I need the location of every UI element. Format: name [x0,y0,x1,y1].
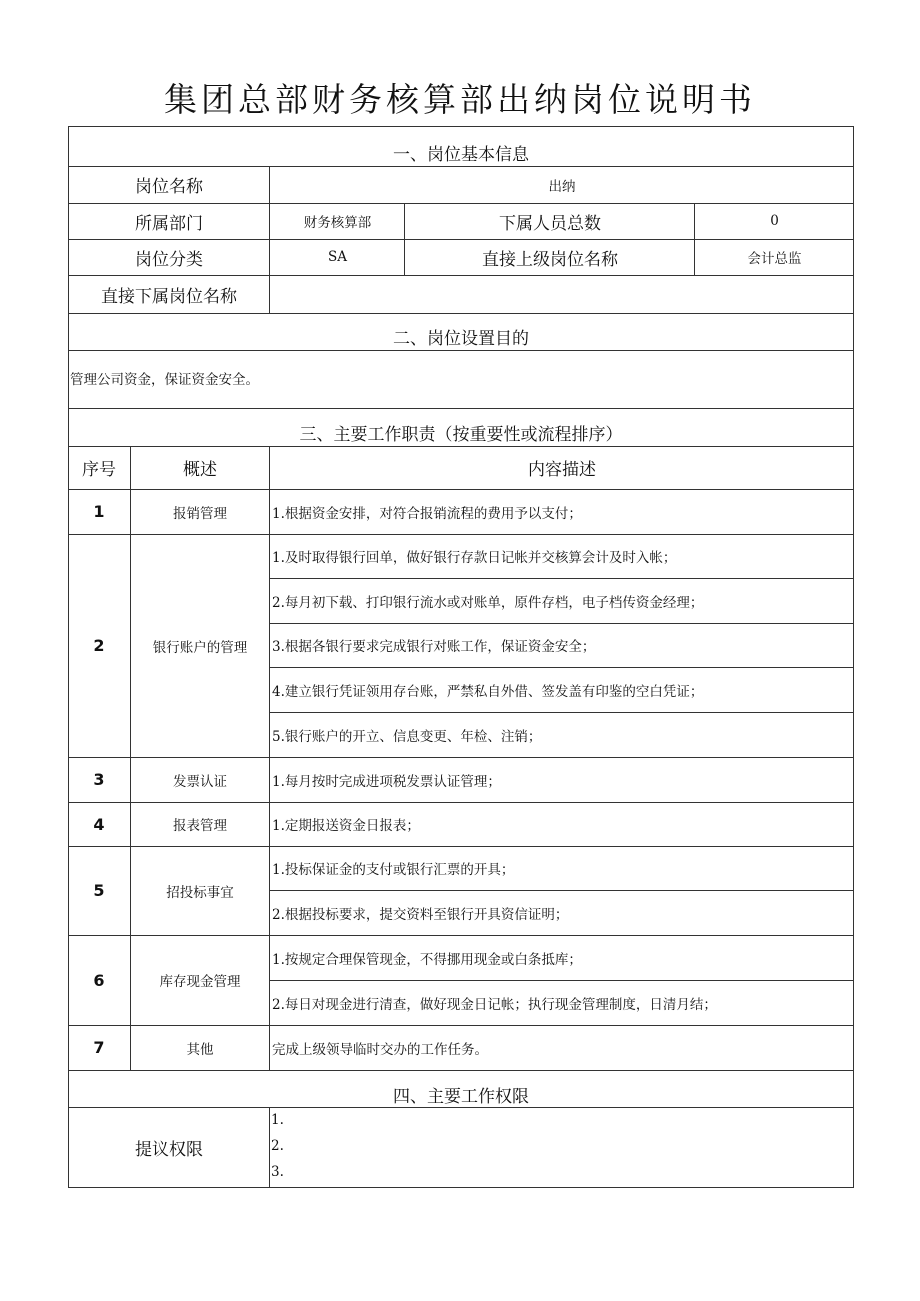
section-basic-info [68,138,854,166]
duty-number: 7 [93,1038,105,1057]
subordinates-value: 0 [770,213,779,229]
proposal-label: 提议权限 [135,1140,203,1160]
duty-row [68,1025,854,1070]
job-name-value: 出纳 [548,178,576,195]
duty-summary: 银行账户的管理 [152,639,248,656]
duty-item: 2.每月初下载、打印银行流水或对账单，原件存档，电子档传资金经理； [272,594,704,611]
col-no-header: 序号 [82,460,116,480]
proposal-item: 1. [271,1112,284,1128]
duty-item: 1.按规定合理保管现金，不得挪用现金或白条抵库； [272,951,582,968]
duty-summary: 库存现金管理 [159,974,241,990]
duty-summary: 招投标事宜 [166,884,234,901]
purpose-row [68,364,854,392]
duty-item: 1.投标保证金的支付或银行汇票的开具； [272,862,515,878]
duty-number: 5 [93,881,105,900]
duty-summary: 报销管理 [173,505,227,522]
row-category [68,239,854,275]
proposal-item: 2. [271,1138,284,1154]
category-label: 岗位分类 [135,249,203,270]
duty-item: 1.每月按时完成进项税发票认证管理； [272,773,501,790]
duty-row [68,489,854,534]
duty-item: 2.每日对现金进行清查，做好现金日记帐；执行现金管理制度，日清月结； [272,996,717,1013]
section-authority [68,1080,854,1108]
duty-number: 6 [93,970,105,990]
duty-row [68,757,854,802]
duty-item: 3.根据各银行要求完成银行对账工作，保证资金安全； [272,639,596,655]
section-heading: 一、岗位基本信息 [393,144,529,165]
duty-item: 1.定期报送资金日报表； [272,818,420,834]
duty-number: 3 [93,770,105,789]
document-title: 集团总部财务核算部出纳岗位说明书 [164,80,756,119]
subordinates-label: 下属人员总数 [499,213,601,234]
col-desc-header: 内容描述 [528,460,596,480]
col-summary-header: 概述 [183,460,217,480]
superior-value: 会计总监 [747,251,802,267]
duty-item: 5.银行账户的开立、信息变更、年检、注销； [272,728,542,745]
row-sub-position [68,275,854,313]
superior-label: 直接上级岗位名称 [482,249,618,270]
section-duties [68,418,854,446]
proposal-list [271,1107,854,1188]
duty-summary: 报表管理 [173,818,227,834]
row-job-name [68,166,854,203]
category-value: SA [328,249,347,265]
duty-number: 2 [93,636,105,655]
duty-row [68,802,854,846]
proposal-row [68,1107,854,1188]
row-department [68,203,854,239]
sub-position-value [270,275,854,313]
duty-number: 1 [93,502,105,521]
duty-number: 4 [93,814,105,834]
duty-item: 4.建立银行凭证领用存台账，严禁私自外借、签发盖有印鉴的空白凭证； [272,683,704,700]
purpose-text: 管理公司资金，保证资金安全。 [70,372,259,388]
sub-position-label: 直接下属岗位名称 [101,286,237,307]
duties-header [68,446,854,489]
department-label: 所属部门 [135,213,203,234]
job-name-label: 岗位名称 [135,177,203,197]
duty-item: 完成上级领导临时交办的工作任务。 [272,1041,488,1058]
proposal-item: 3. [271,1164,284,1180]
section-heading: 二、岗位设置目的 [393,328,529,349]
section-purpose [68,322,854,350]
duty-item: 2.根据投标要求，提交资料至银行开具资信证明； [272,906,569,923]
duty-item: 1.根据资金安排，对符合报销流程的费用予以支付； [272,505,582,522]
duty-summary: 发票认证 [173,773,227,790]
duty-item: 1.及时取得银行回单，做好银行存款日记帐并交核算会计及时入帐； [272,550,677,566]
duty-summary: 其他 [186,1041,214,1058]
section-heading: 三、主要工作职责（按重要性或流程排序） [299,424,623,445]
section-heading: 四、主要工作权限 [393,1086,529,1107]
department-value: 财务核算部 [303,215,372,231]
